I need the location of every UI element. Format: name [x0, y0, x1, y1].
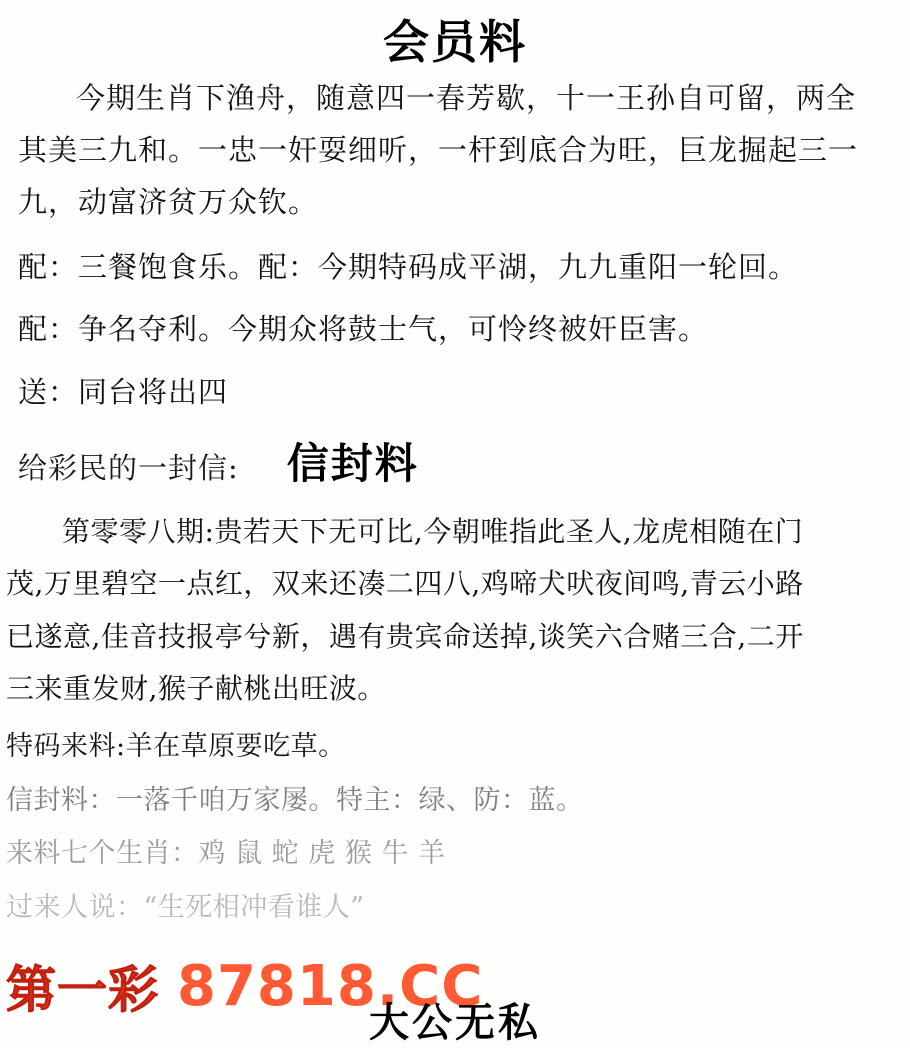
- pair-line-1: 配：三餐饱食乐。配：今期特码成平湖，九九重阳一轮回。: [18, 249, 799, 284]
- watermark-url: 87818.CC: [177, 953, 484, 1019]
- letter-body-1: 第零零八期:贵若天下无可比,今朝唯指此圣人,龙虎相随在门: [62, 514, 804, 548]
- letter-body-4: 三来重发财,猴子献桃出旺波。: [6, 672, 386, 706]
- letter-body-3: 已遂意,佳音技报亭兮新，遇有贵宾命送掉,谈笑六合赌三合,二开: [6, 619, 804, 653]
- poem-line-2: 其美三九和。一忠一奸耍细听，一杆到底合为旺，巨龙掘起三一: [18, 132, 859, 167]
- watermark-brand: 第一彩: [6, 961, 159, 1019]
- poem-line-3: 九，动富济贫万众钦。: [18, 184, 319, 219]
- note-line-2: 信封料：一落千咱万家屡。特主：绿、防：蓝。: [6, 784, 584, 816]
- note-line-3: 来料七个生肖：鸡 鼠 蛇 虎 猴 牛 羊: [6, 838, 446, 870]
- envelope-title: 信封料: [286, 438, 419, 488]
- letter-body-2: 茂,万里碧空一点红，双来还凑二四八,鸡啼犬吠夜间鸣,青云小路: [6, 567, 804, 601]
- note-line-1: 特码来料:羊在草原要吃草。: [6, 730, 346, 762]
- note-line-4: 过来人说：“生死相冲看谁人”: [6, 892, 365, 924]
- letter-header: [18, 431, 892, 491]
- poem-line-1: 今期生肖下渔舟，随意四一春芳歇，十一王孙自可留，两全: [76, 81, 857, 115]
- document-page: [0, 6, 910, 1046]
- pair-line-3: 送：同台将出四: [18, 374, 229, 409]
- page-title: 会员料: [383, 15, 527, 69]
- footer-title: 大公无私: [369, 1000, 541, 1046]
- pair-line-2: 配：争名夺利。今期众将鼓士气，可怜终被奸臣害。: [18, 312, 709, 347]
- letter-label: 给彩民的一封信:: [18, 450, 239, 485]
